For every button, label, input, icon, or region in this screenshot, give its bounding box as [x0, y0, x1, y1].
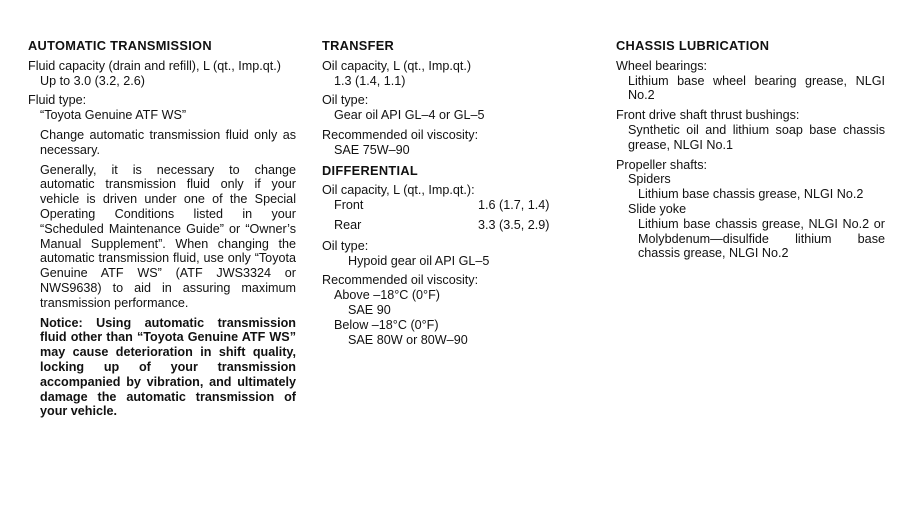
fluid-capacity-value: Up to 3.0 (3.2, 2.6) [40, 73, 146, 88]
chassis-lubrication-column [616, 39, 885, 261]
fluid-type-value: “Toyota Genuine ATF WS” [40, 108, 187, 123]
front-drive-shaft-value: Synthetic oil and lithium soap base chassis grease, NLGI No.1 [628, 122, 885, 152]
differential-rear-row [322, 218, 562, 233]
differential-front-row [322, 198, 562, 213]
differential-heading: DIFFERENTIAL [322, 162, 419, 178]
transfer-heading: TRANSFER [322, 38, 395, 53]
change-fluid-note: Change automatic transmission fluid only as necessary. [40, 127, 296, 157]
wheel-bearings-value: Lithium base wheel bearing grease, NLGI No.2 [628, 73, 885, 103]
front-value: 1.6 (1.7, 1.4) [478, 198, 550, 213]
above-temp-value: SAE 90 [348, 302, 391, 317]
differential-capacity-label: Oil capacity, L (qt., Imp.qt.): [322, 183, 475, 198]
front-label: Front [334, 198, 364, 213]
propeller-shafts-label: Propeller shafts: [616, 157, 707, 172]
rear-value: 3.3 (3.5, 2.9) [478, 217, 550, 232]
transfer-differential-column [322, 39, 562, 347]
rear-label: Rear [334, 217, 362, 232]
above-temp-label: Above –18°C (0°F) [334, 288, 440, 303]
notice-paragraph: Notice: Using automatic transmission fluid other than “Toyota Genuine ATF WS” may cause deterioration in shift quality, locking up of your transmission accompanied by vibration, and ultimately damage the automatic transmission of your vehicle. [40, 315, 296, 419]
differential-viscosity-label: Recommended oil viscosity: [322, 273, 479, 288]
transfer-capacity-label: Oil capacity, L (qt., Imp.qt.) [322, 58, 472, 73]
transfer-viscosity-label: Recommended oil viscosity: [322, 127, 479, 142]
transfer-capacity-value: 1.3 (1.4, 1.1) [334, 73, 406, 88]
automatic-transmission-heading: AUTOMATIC TRANSMISSION [28, 38, 212, 53]
below-temp-value: SAE 80W or 80W–90 [348, 332, 468, 347]
differential-oil-type-value: Hypoid gear oil API GL–5 [348, 253, 490, 268]
wheel-bearings-label: Wheel bearings: [616, 58, 708, 73]
spiders-label: Spiders [628, 172, 671, 187]
transfer-oil-type-label: Oil type: [322, 93, 369, 108]
front-drive-shaft-label: Front drive shaft thrust bushings: [616, 108, 800, 123]
below-temp-label: Below –18°C (0°F) [334, 317, 439, 332]
differential-oil-type-label: Oil type: [322, 238, 369, 253]
general-change-note: Generally, it is necessary to change automatic transmission fluid only if your vehicle is driven under one of the Special Operating Conditions listed in your “Scheduled Maintenance Guide” or “Owner’s Manual Supplement”. When changing the automatic transmission fluid, use only “Toyota Genuine ATF WS” (ATF JWS3324 or NWS9638) to aid in assuring maximum transmission performance. [40, 162, 296, 310]
chassis-lubrication-heading: CHASSIS LUBRICATION [616, 38, 770, 53]
transfer-oil-type-value: Gear oil API GL–4 or GL–5 [334, 108, 485, 123]
slide-yoke-value: Lithium base chassis grease, NLGI No.2 or Molybdenum—disulfide lithium base chassis grease, NLGI No.2 [638, 216, 885, 261]
fluid-type-label: Fluid type: [28, 93, 87, 108]
automatic-transmission-column [28, 39, 296, 419]
slide-yoke-label: Slide yoke [628, 201, 687, 216]
spiders-value: Lithium base chassis grease, NLGI No.2 [638, 187, 864, 202]
fluid-capacity-label: Fluid capacity (drain and refill), L (qt., Imp.qt.) [28, 58, 281, 73]
transfer-viscosity-value: SAE 75W–90 [334, 142, 410, 157]
